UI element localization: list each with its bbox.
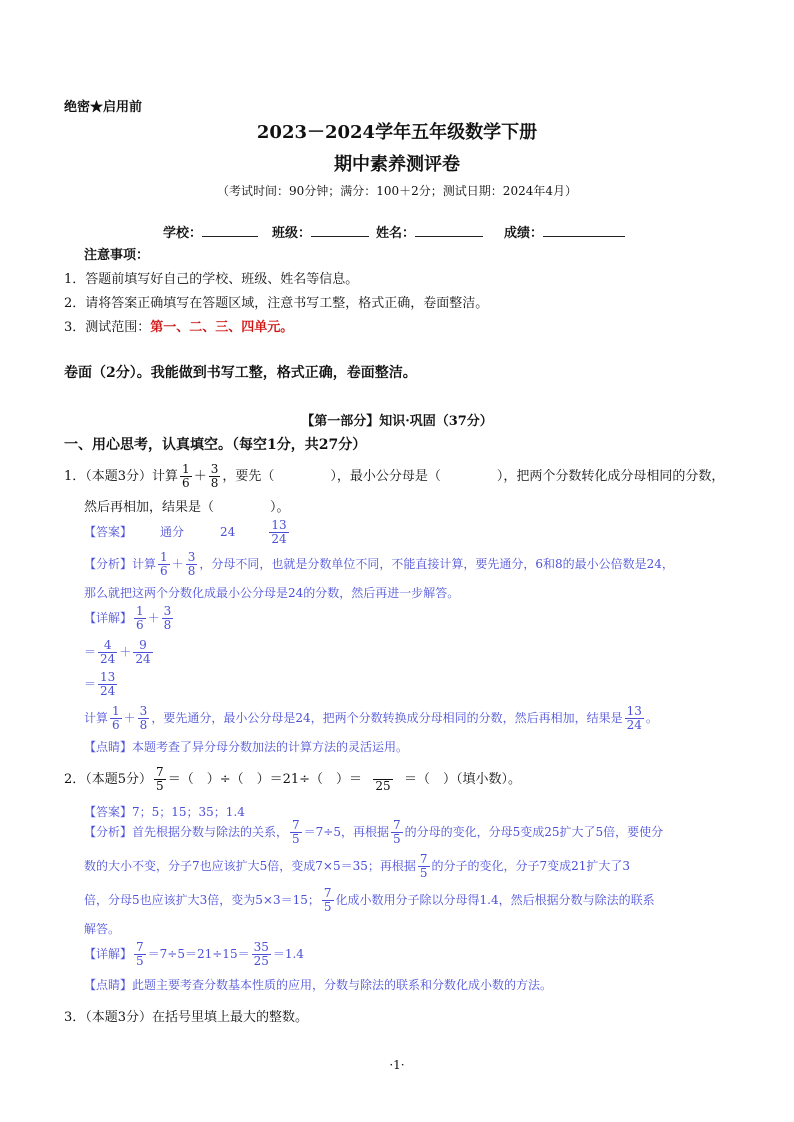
page-subtitle: 期中素养测评卷 (334, 154, 460, 175)
frac-7-5: $\frac{7}{5}$ (156, 765, 164, 793)
analysis-tag: 【分析】 (84, 557, 133, 571)
class-label: 班级： (272, 226, 312, 241)
notes-heading: 注意事项： (84, 248, 150, 263)
q2-analysis-line2 (84, 852, 630, 880)
q2-analysis-line1 (84, 818, 663, 846)
q2-detail (84, 940, 304, 968)
frac-1-6: $\frac{1}{6}$ (160, 550, 168, 578)
frac-13-24: $\frac{13}{24}$ (626, 704, 642, 732)
note-item-1: 1．答题前填写好自己的学校、班级、姓名等信息。 (64, 272, 359, 287)
q2-text-a: 2．（本题5分） (64, 772, 153, 787)
score-label: 成绩： (504, 226, 544, 241)
detail-tag: 【详解】 (84, 611, 133, 625)
plus-sign: ＋ (193, 469, 207, 484)
plus-sign: ＋ (171, 557, 184, 571)
frac-3-8: $\frac{3}{8}$ (163, 604, 172, 632)
page-number: ·1· (389, 1058, 405, 1072)
q2-analysis-d: 数的大小不变，分子7也应该扩大5倍，变成7×5＝35；再根据 (84, 859, 416, 873)
answer-tag: 【答案】 (84, 525, 133, 539)
q1-analysis-line1 (84, 550, 674, 578)
frac-9-24: $\frac{9}{24}$ (135, 638, 151, 666)
plus-sign: ＋ (119, 645, 132, 659)
q2-analysis-f: 倍，分母5也应该扩大3倍，变为5×3＝15； (84, 893, 320, 907)
q3-line1: 3．（本题3分）在括号里填上最大的整数。 (64, 1010, 309, 1025)
score-blank[interactable] (543, 222, 625, 237)
q1-answer-1: 通分 (160, 525, 185, 539)
q1-answer-3: $\frac{13}{24}$ (271, 518, 287, 546)
frac-7-5: $\frac{7}{5}$ (419, 852, 428, 880)
q1-conclusion-c: 。 (645, 711, 658, 725)
q1-detail-line1 (84, 604, 175, 632)
q1-answer (84, 518, 291, 546)
q1-conclusion-a: 计算 (84, 711, 109, 725)
class-field (272, 222, 369, 241)
test-range: 第一、二、三、四单元。 (150, 320, 294, 335)
frac-13-24: $\frac{13}{24}$ (100, 670, 116, 698)
frac-3-8: $\frac{3}{8}$ (210, 462, 219, 490)
frac-7-5: $\frac{7}{5}$ (292, 818, 300, 846)
frac-35-25: $\frac{35}{25}$ (253, 940, 269, 968)
neatness-statement: 卷面（2分）。我能做到书写工整，格式正确，卷面整洁。 (64, 365, 417, 381)
school-field (163, 222, 258, 241)
frac-1-6: $\frac{1}{6}$ (182, 462, 190, 490)
q1-analysis-a: 计算 (132, 557, 157, 571)
q1-text-a: 1．（本题3分）计算 (64, 469, 179, 484)
q1-conclusion (84, 704, 658, 732)
detail-tag: 【详解】 (84, 947, 133, 961)
q1-detail-line3 (84, 670, 119, 698)
q2-analysis-b: ＝7÷5，再根据 (303, 825, 389, 839)
q2-analysis-e: 的分子的变化，分子7变成21扩大了3 (431, 859, 631, 873)
q1-text-d: ），把两个分数转化成分母相同的分数， (496, 469, 725, 484)
secret-label: 绝密★启用前 (64, 100, 143, 115)
q2-analysis-line3 (84, 886, 655, 914)
analysis-tag: 【分析】 (84, 825, 133, 839)
q2-detail-end: ＝1.4 (272, 947, 304, 961)
q1-analysis-b: ，分母不同，也就是分数单位不同，不能直接计算，要先通分，6和8的最小公倍数是24， (199, 557, 674, 571)
frac-4-24: $\frac{4}{24}$ (100, 638, 116, 666)
q2-text-b: ＝（ ）÷（ ）＝21÷（ ）＝ (167, 772, 363, 787)
q2-comment: 【点睛】此题主要考查分数基本性质的应用，分数与除法的联系和分数化成小数的方法。 (84, 978, 553, 992)
q1-detail-line2 (84, 638, 155, 666)
note-item-3 (64, 316, 293, 335)
q1-text-e: 然后再相加，结果是（ (84, 500, 215, 515)
frac-7-5: $\frac{7}{5}$ (323, 886, 332, 914)
frac-1-6: $\frac{1}{6}$ (136, 604, 144, 632)
frac-7-5: $\frac{7}{5}$ (393, 818, 401, 846)
q1-conclusion-b: ，要先通分，最小公分母是24，把两个分数转换成分母相同的分数，然后再相加，结果是 (151, 711, 623, 725)
q2-answer: 【答案】7；5；15；35；1.4 (84, 805, 245, 819)
frac-3-8: $\frac{3}{8}$ (187, 550, 196, 578)
equals-sign: ＝ (84, 677, 97, 691)
school-label: 学校： (163, 226, 203, 241)
part1-title: 【第一部分】知识·巩固（37分） (301, 414, 493, 429)
page-title: 2023－2024学年五年级数学下册 (256, 122, 538, 143)
q2-line1 (64, 766, 521, 794)
q1-answer-2: 24 (220, 525, 236, 539)
score-field (504, 222, 625, 241)
frac-7-5: $\frac{7}{5}$ (136, 940, 144, 968)
q1-comment: 【点睛】本题考查了异分母分数加法的计算方法的灵活运用。 (84, 740, 409, 754)
equals-sign: ＝ (84, 645, 97, 659)
frac-blank-25[interactable]: 25 (375, 779, 391, 793)
q1-analysis-line2: 那么就把这两个分数化成最小公分母是24的分数，然后再进一步解答。 (84, 586, 460, 600)
frac-3-8: $\frac{3}{8}$ (139, 704, 148, 732)
plus-sign: ＋ (123, 711, 136, 725)
q2-analysis-g: 化成小数用分子除以分母得1.4，然后根据分数与除法的联系 (335, 893, 655, 907)
note-item-2: 2．请将答案正确填写在答题区域，注意书写工整，格式正确，卷面整洁。 (64, 296, 489, 311)
q2-analysis-c: 的分母的变化，分母5变成25扩大了5倍，要使分 (404, 825, 664, 839)
q1-text-b: ，要先（ (222, 469, 275, 484)
q1-line1 (64, 462, 724, 492)
q1-text-c: ），最小公分母是（ (330, 469, 441, 484)
class-blank[interactable] (311, 222, 369, 237)
name-label: 姓名： (376, 226, 416, 241)
q2-analysis-line4: 解答。 (84, 922, 121, 936)
q1-line2 (84, 496, 290, 515)
school-blank[interactable] (202, 222, 258, 237)
note-item-3-label: 3．测试范围： (64, 320, 151, 335)
plus-sign: ＋ (147, 611, 160, 625)
q2-detail-mid: ＝7÷5＝21÷15＝ (147, 947, 250, 961)
exam-info: （考试时间：90分钟；满分：100＋2分；测试日期：2024年4月） (217, 184, 577, 198)
q2-text-c: ＝（ ）（填小数）。 (404, 772, 522, 787)
name-field (376, 222, 483, 241)
name-blank[interactable] (415, 222, 483, 237)
q1-text-f: ）。 (270, 500, 290, 515)
q2-analysis-a: 首先根据分数与除法的关系， (132, 825, 289, 839)
frac-1-6: $\frac{1}{6}$ (112, 704, 120, 732)
section1-title: 一、用心思考，认真填空。（每空1分，共27分） (64, 437, 367, 453)
